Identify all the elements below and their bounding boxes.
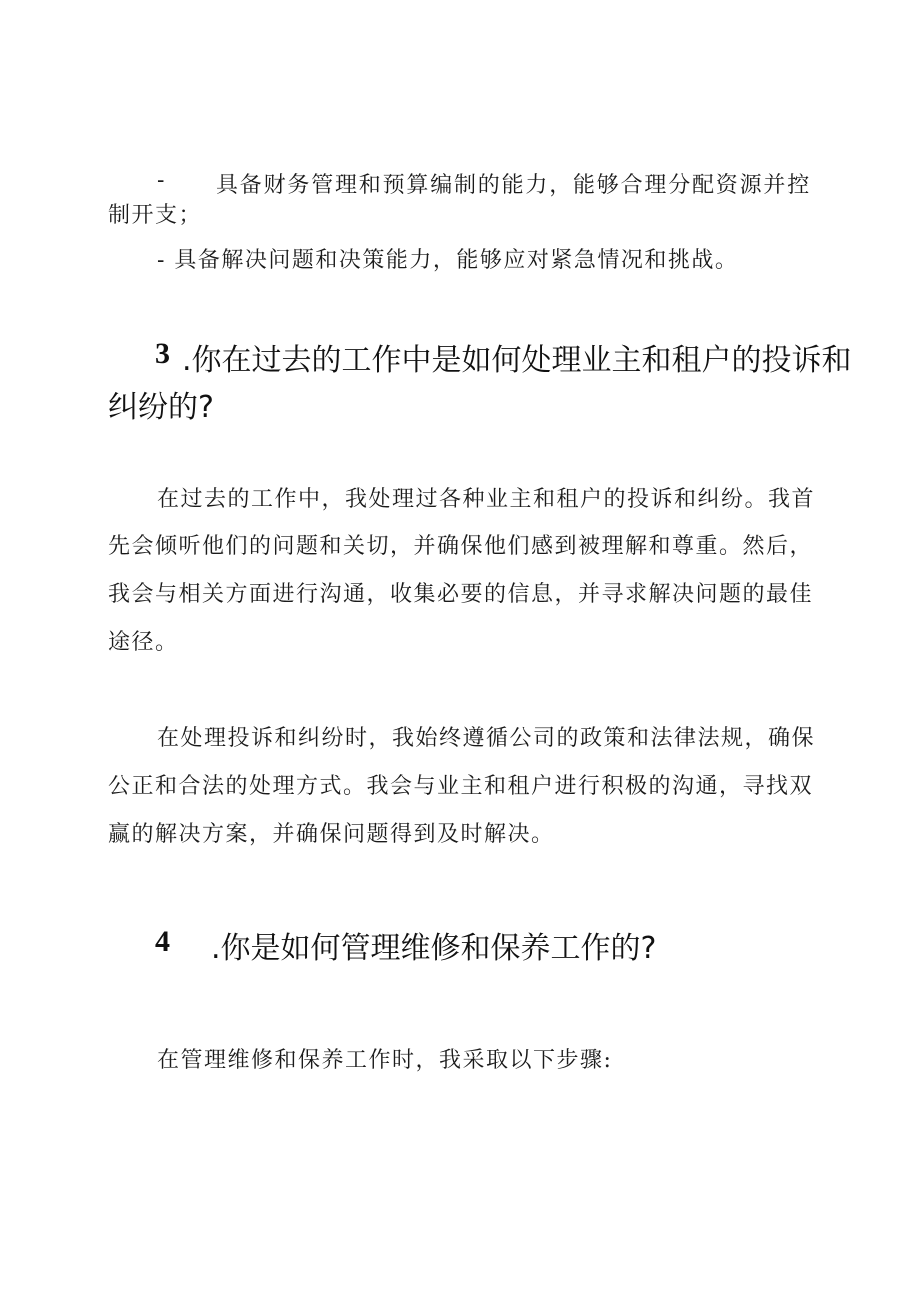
- paragraph-line: 途径。: [108, 630, 179, 655]
- paragraph-line: 在管理维修和保养工作时，我采取以下步骤:: [157, 1048, 613, 1073]
- section-heading-continuation: 纠纷的?: [108, 390, 214, 425]
- section-number: 4: [155, 925, 170, 958]
- bullet-item-text: 具备财务管理和预算编制的能力，能够合理分配资源并控: [216, 173, 812, 198]
- paragraph-line: 先会倾听他们的问题和关切，并确保他们感到被理解和尊重。然后，: [108, 534, 814, 559]
- paragraph-line: 赢的解决方案，并确保问题得到及时解决。: [108, 822, 555, 847]
- paragraph-line: 在过去的工作中，我处理过各种业主和租户的投诉和纠纷。我首: [157, 487, 816, 512]
- bullet-item-continuation: 制开支；: [108, 203, 203, 228]
- section-heading: .你是如何管理维修和保养工作的?: [211, 931, 657, 966]
- section-heading: .你在过去的工作中是如何处理业主和租户的投诉和: [182, 343, 852, 378]
- paragraph-line: 在处理投诉和纠纷时，我始终遵循公司的政策和法律法规，确保: [157, 726, 816, 751]
- bullet-marker: -: [157, 168, 166, 193]
- section-number: 3: [155, 337, 170, 370]
- paragraph-line: 公正和合法的处理方式。我会与业主和租户进行积极的沟通，寻找双: [108, 774, 814, 799]
- bullet-item-text: - 具备解决问题和决策能力，能够应对紧急情况和挑战。: [157, 248, 739, 273]
- paragraph-line: 我会与相关方面进行沟通，收集必要的信息，并寻求解决问题的最佳: [108, 582, 814, 607]
